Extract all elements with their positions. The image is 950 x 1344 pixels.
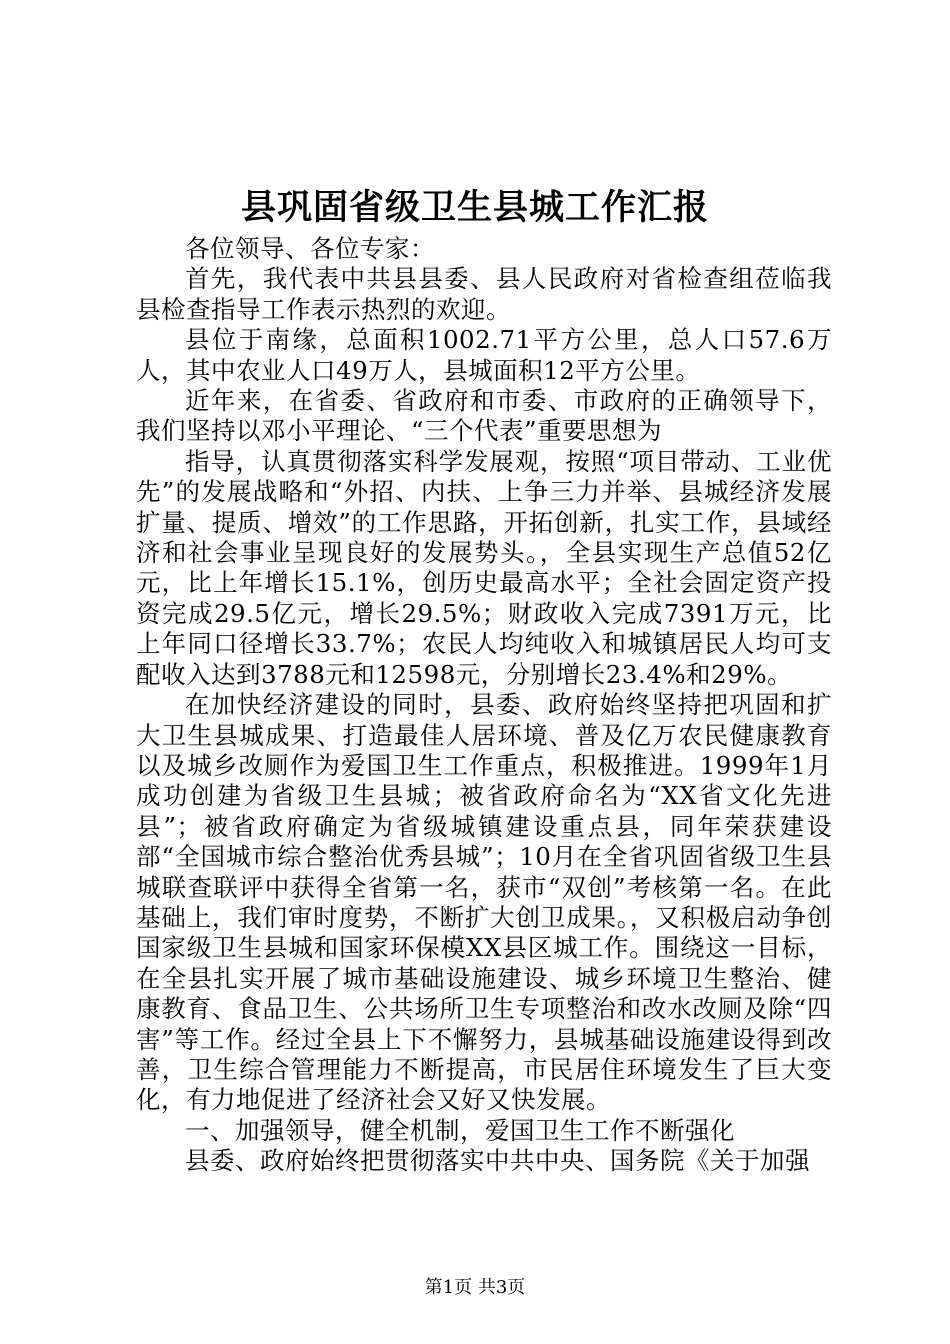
document-body (136, 234, 832, 1177)
section-paragraph: 县委、政府始终把贯彻落实中共中央、国务院《关于加强 (185, 1146, 810, 1176)
document-title: 县巩固省级卫生县城工作汇报 (240, 187, 709, 228)
salutation-paragraph: 各位领导、各位专家： (185, 234, 435, 263)
page-number-footer: 第1页 共3页 (424, 1277, 526, 1298)
economy-paragraph: 指导，认真贯彻落实科学发展观，按照“项目带动、工业优先”的发展战略和“外招、内扶、上争三力并举、县城经济发展扩量、提质、增效”的工作思路，开拓创新，扎实工作，县域经济和社会事业呈现良好的发展势头。，全县实现生产总值52亿元，比上年增长15.1%，创历史最高水平；全社会固定资产投资完成29.5亿元，增长29.5%；财政收入完成7391万元，比上年同口径增长33.7%；农民人均纯收入和城镇居民人均可支配收入达到3788元和12598元，分别增长23.4%和29%。 (136, 446, 832, 689)
section-heading: 一、加强领导，健全机制，爱国卫生工作不断强化 (185, 1115, 735, 1145)
welcome-paragraph: 首先，我代表中共县县委、县人民政府对省检查组莅临我县检查指导工作表示热烈的欢迎。 (136, 264, 832, 324)
sanitation-paragraph: 在加快经济建设的同时，县委、政府始终坚持把巩固和扩大卫生县城成果、打造最佳人居环境、普及亿万农民健康教育以及城乡改厕作为爱国卫生工作重点，积极推进。1999年1月成功创建为省级卫生县城；被省政府命名为“XX省文化先进县”；被省政府确定为省级城镇建设重点县，同年荣获建设部“全国城市综合整治优秀县城”；10月在全省巩固省级卫生县城联查联评中获得全省第一名，获市“双创”考核第一名。在此基础上，我们审时度势，不断扩大创卫成果。，又积极启动争创国家级卫生县城和国家环保模XX县区城工作。围绕这一目标，在全县扎实开展了城市基础设施建设、城乡环境卫生整治、健康教育、食品卫生、公共场所卫生专项整治和改水改厕及除“四害”等工作。经过全县上下不懈努力，县城基础设施建设得到改善，卫生综合管理能力不断提高，市民居住环境发生了巨大变化，有力地促进了经济社会又好又快发展。 (136, 690, 832, 1115)
county-overview-paragraph: 县位于南缘，总面积1002.71平方公里，总人口57.6万人，其中农业人口49万人，县城面积12平方公里。 (136, 325, 832, 385)
guidance-paragraph: 近年来，在省委、省政府和市委、市政府的正确领导下，我们坚持以邓小平理论、“三个代表”重要思想为 (136, 386, 832, 446)
